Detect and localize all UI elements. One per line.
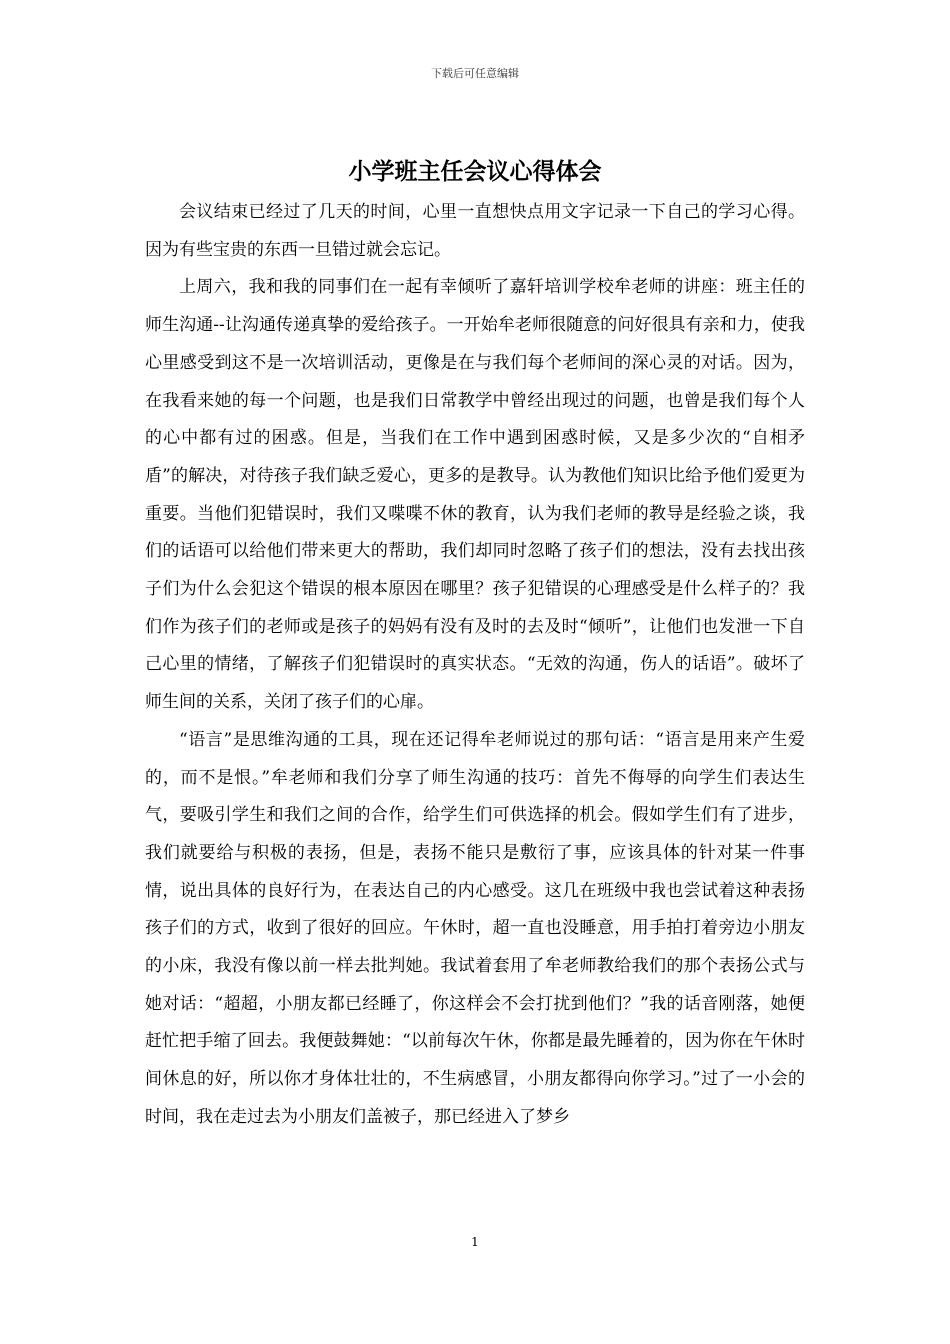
page-header-note: 下载后可任意编辑	[431, 67, 519, 80]
document-title: 小学班主任会议心得体会	[348, 158, 602, 185]
paragraph-3: “语言”是思维沟通的工具，现在还记得牟老师说过的那句话：“语言是用来产生爱的，而不是恨。”牟老师和我们分享了师生沟通的技巧：首先不侮辱的向学生们表达生气，要吸引学生和我们之间的合作，给学生们可供选择的机会。假如学生们有了进步，我们就要给与积极的表扬，但是，表扬不能只是敷衍了事，应该具体的针对某一件事情，说出具体的良好行为，在表达自己的内心感受。这几在班级中我也尝试着这种表扬孩子们的方式，收到了很好的回应。午休时，超一直也没睡意，用手拍打着旁边小朋友的小床，我没有像以前一样去批判她。我试着套用了牟老师教给我们的那个表扬公式与她对话：“超超，小朋友都已经睡了，你这样会不会打扰到他们？”我的话音刚落，她便赶忙把手缩了回去。我便鼓舞她：“以前每次午休，你都是最先睡着的，因为你在午休时间休息的好，所以你才身体壮壮的，不生病感冒，小朋友都得向你学习。”过了一小会的时间，我在走过去为小朋友们盖被子，那已经进入了梦乡	[145, 729, 805, 1127]
paragraph-2: 上周六，我和我的同事们在一起有幸倾听了嘉轩培训学校牟老师的讲座：班主任的师生沟通--让沟通传递真挚的爱给孩子。一开始牟老师很随意的问好很具有亲和力，使我心里感受到这不是一次培训活动，更像是在与我们每个老师间的深心灵的对话。因为，在我看来她的每一个问题，也是我们日常教学中曾经出现过的问题，也曾是我们每个人的心中都有过的困惑。但是，当我们在工作中遇到困惑时候，又是多少次的“自相矛盾”的解决，对待孩子我们缺乏爱心，更多的是教导。认为教他们知识比给予他们爱更为重要。当他们犯错误时，我们又喋喋不休的教育，认为我们老师的教导是经验之谈，我们的话语可以给他们带来更大的帮助，我们却同时忽略了孩子们的想法，没有去找出孩子们为什么会犯这个错误的根本原因在哪里？孩子犯错误的心理感受是什么样子的？我们作为孩子们的老师或是孩子的妈妈有没有及时的去及时“倾听”，让他们也发泄一下自己心里的情绪，了解孩子们犯错误时的真实状态。“无效的沟通，伤人的话语”。破坏了师生间的关系，关闭了孩子们的心扉。	[145, 277, 805, 713]
document-body	[145, 194, 805, 1137]
page-number: 1	[471, 1235, 479, 1249]
paragraph-1: 会议结束已经过了几天的时间，心里一直想快点用文字记录一下自己的学习心得。因为有些宝贵的东西一旦错过就会忘记。	[145, 202, 805, 260]
